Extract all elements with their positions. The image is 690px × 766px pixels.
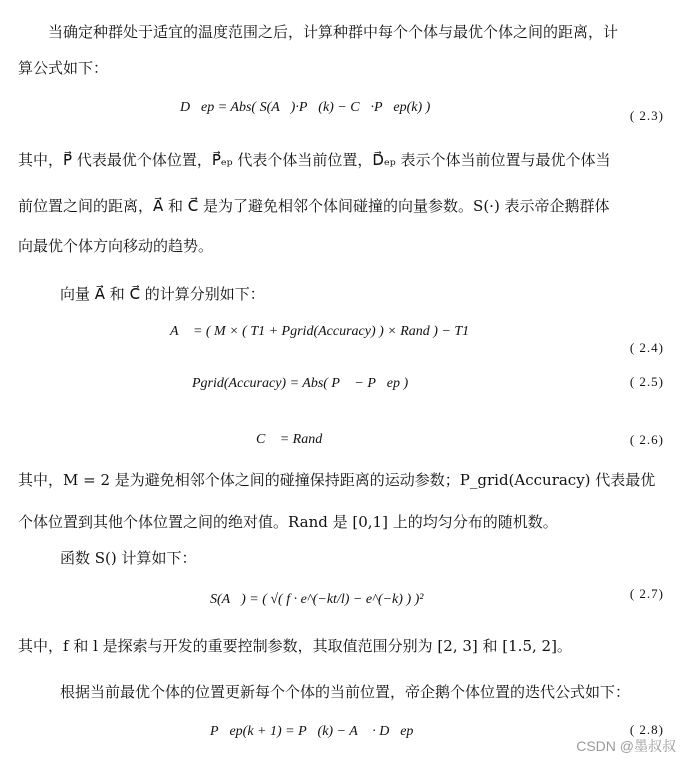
paragraph-control-params: 其中，f 和 l 是探索与开发的重要控制参数，其取值范围分别为 [2, 3] 和 [1.5, 2]。 [18,637,572,655]
equation-2-3 [0,96,690,126]
equation-number-2-4: ( 2.4) [629,340,664,355]
equation-2-5 [0,372,690,402]
paragraph-parameters-line1: 其中，M = 2 是为避免相邻个体之间的碰撞保持距离的运动参数；P_grid(Accuracy) 代表最优 [18,471,656,489]
watermark: CSDN @墨叔叔 [576,738,676,754]
equation-2-7-body: S(A⃗) = ( √( f · e^(−kt/l) − e^(−k) ) )² [210,592,424,607]
paragraph-parameters-line2: 个体位置到其他个体位置之间的绝对值。Rand 是 [0,1] 上的均匀分布的随机数。 [18,513,558,531]
paragraph-intro-line2: 算公式如下： [18,59,109,77]
equation-2-4-body: A⃗ = ( M × ( T1 + Pgrid(Accuracy) ) × Rand ) − T1 [170,324,470,339]
paragraph-definitions-line1: 其中，P⃗ 代表最优个体位置，P⃗ₑₚ 代表个体当前位置，D⃗ₑₚ 表示个体当前位置与最优个体当 [18,151,611,169]
paragraph-function-intro: 函数 S() 计算如下： [60,549,197,567]
paragraph-intro-line1: 当确定种群处于适宜的温度范围之后，计算种群中每个个体与最优个体之间的距离，计 [48,23,619,41]
equation-number-2-7: ( 2.7) [629,586,664,601]
equation-2-5-body: Pgrid(Accuracy) = Abs( P⃗ − P⃗ep ) [192,376,409,391]
equation-number-2-3: ( 2.3) [629,108,664,123]
paragraph-vectors-intro: 向量 A⃗ 和 C⃗ 的计算分别如下： [60,285,265,303]
equation-2-7 [0,584,690,614]
equation-2-6 [0,428,690,458]
equation-2-6-body: C⃗ = Rand [256,432,323,447]
equation-number-2-8: ( 2.8) [629,722,664,737]
paragraph-definitions-line3: 向最优个体方向移动的趋势。 [18,237,214,255]
equation-number-2-5: ( 2.5) [629,374,664,389]
equation-2-3-body: D⃗ep = Abs( S(A⃗)·P⃗(k) − C⃗·P⃗ep(k) ) [180,100,431,115]
paragraph-definitions-line2: 前位置之间的距离，A⃗ 和 C⃗ 是为了避免相邻个体间碰撞的向量参数。S(·) 表示帝企鹅群体 [18,197,610,215]
equation-2-4 [0,322,690,355]
equation-2-8-body: P⃗ep(k + 1) = P⃗(k) − A⃗ · D⃗ep [210,724,414,739]
equation-number-2-6: ( 2.6) [629,432,664,447]
paragraph-update-intro: 根据当前最优个体的位置更新每个个体的当前位置，帝企鹅个体位置的迭代公式如下： [60,683,631,701]
